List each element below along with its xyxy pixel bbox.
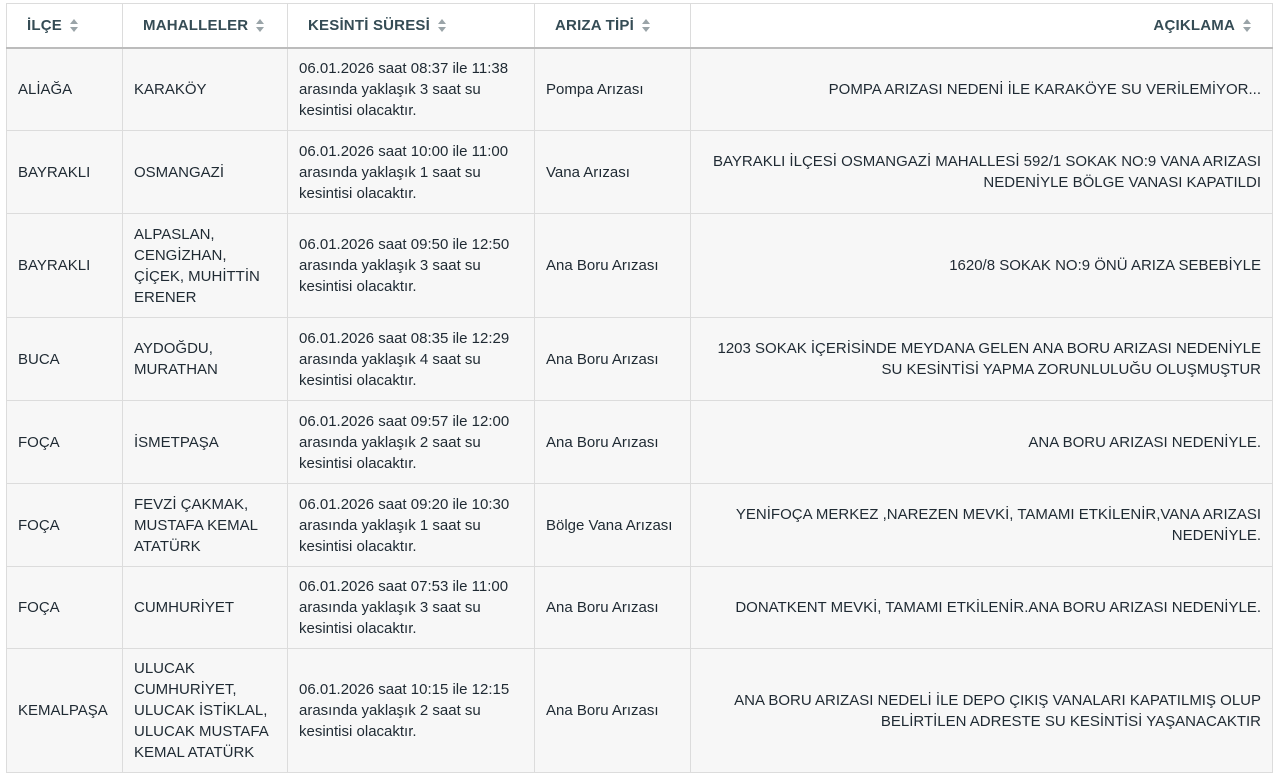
column-header-kesinti-suresi[interactable] [288, 4, 535, 48]
time-line: kesintisi olacaktır. [299, 723, 417, 740]
cell-ilce: BUCA [7, 318, 123, 401]
time-line: arasında yaklaşık 3 saat su [299, 257, 481, 274]
cell-mahalleler: ALPASLAN, CENGİZHAN, ÇİÇEK, MUHİTTİN ERENER [123, 214, 288, 318]
column-header-label: İLÇE [27, 16, 62, 34]
cell-mahalleler: OSMANGAZİ [123, 131, 288, 214]
description-line: ANA BORU ARIZASI NEDELİ İLE DEPO ÇIKIŞ VANALARI KAPATILMIŞ OLUP [734, 691, 1261, 709]
time-line: arasında yaklaşık 4 saat su [299, 350, 481, 368]
cell-mahalleler: CUMHURİYET [123, 567, 288, 649]
cell-kesinti-suresi [288, 401, 535, 484]
description-line: NEDENİYLE. [1171, 527, 1261, 544]
description-line: POMPA ARIZASI NEDENİ İLE KARAKÖYE SU VERİLEMİYOR... [828, 80, 1261, 98]
sort-icon[interactable] [70, 19, 79, 32]
time-line: kesintisi olacaktır. [299, 454, 417, 472]
cell-mahalleler: FEVZİ ÇAKMAK, MUSTAFA KEMAL ATATÜRK [123, 484, 288, 567]
cell-mahalleler: AYDOĞDU, MURATHAN [123, 318, 288, 401]
time-line: kesintisi olacaktır. [299, 101, 417, 119]
time-line: 06.01.2026 saat 08:35 ile 12:29 [299, 329, 510, 347]
column-header-ariza-tipi[interactable] [535, 4, 691, 48]
cell-kesinti-suresi [288, 131, 535, 214]
cell-ariza-tipi: Bölge Vana Arızası [535, 484, 691, 567]
cell-aciklama [691, 318, 1273, 401]
cell-ariza-tipi: Ana Boru Arızası [535, 567, 691, 649]
description-line: SU KESİNTİSİ YAPMA ZORUNLULUĞU OLUŞMUŞTUR [881, 361, 1261, 378]
cell-aciklama [691, 484, 1273, 567]
time-line: kesintisi olacaktır. [299, 371, 417, 389]
cell-aciklama [691, 214, 1273, 318]
table-row [7, 48, 1273, 131]
sort-icon[interactable] [642, 19, 651, 32]
table-row [7, 401, 1273, 484]
time-line: kesintisi olacaktır. [299, 537, 417, 555]
cell-ariza-tipi: Ana Boru Arızası [535, 318, 691, 401]
time-line: 06.01.2026 saat 08:37 ile 11:38 [299, 59, 509, 77]
description-line: 1203 SOKAK İÇERİSİNDE MEYDANA GELEN ANA BORU ARIZASI NEDENİYLE [717, 340, 1261, 357]
time-line: arasında yaklaşık 2 saat su [299, 702, 481, 719]
table-row [7, 131, 1273, 214]
description-line: BELİRTİLEN ADRESTE SU KESİNTİSİ YAŞANACAKTIR [880, 712, 1261, 730]
cell-ariza-tipi: Pompa Arızası [535, 48, 691, 131]
time-line: 06.01.2026 saat 09:20 ile 10:30 [299, 495, 510, 513]
cell-ariza-tipi: Ana Boru Arızası [535, 214, 691, 318]
table-row [7, 214, 1273, 318]
time-line: 06.01.2026 saat 09:50 ile 12:50 [299, 236, 510, 253]
cell-aciklama [691, 131, 1273, 214]
sort-icon[interactable] [438, 19, 447, 32]
description-line: NEDENİYLE BÖLGE VANASI KAPATILDI [983, 174, 1261, 191]
time-line: 06.01.2026 saat 10:15 ile 12:15 [299, 681, 510, 698]
time-line: arasında yaklaşık 3 saat su [299, 80, 481, 98]
cell-kesinti-suresi [288, 484, 535, 567]
time-line: arasında yaklaşık 1 saat su [299, 516, 481, 534]
cell-ilce: FOÇA [7, 567, 123, 649]
time-line: kesintisi olacaktır. [299, 184, 417, 202]
outage-table [6, 3, 1273, 773]
column-header-aciklama[interactable] [691, 4, 1273, 48]
cell-aciklama [691, 649, 1273, 773]
outage-table-container [6, 3, 1272, 773]
description-line: 1620/8 SOKAK NO:9 ÖNÜ ARIZA SEBEBİYLE [949, 257, 1261, 274]
cell-ilce: ALİAĞA [7, 48, 123, 131]
description-line: ANA BORU ARIZASI NEDENİYLE. [1028, 433, 1261, 451]
cell-kesinti-suresi [288, 649, 535, 773]
cell-kesinti-suresi [288, 318, 535, 401]
sort-icon[interactable] [256, 19, 265, 32]
cell-mahalleler: ULUCAK CUMHURİYET, ULUCAK İSTİKLAL, ULUCAK MUSTAFA KEMAL ATATÜRK [123, 649, 288, 773]
cell-kesinti-suresi [288, 48, 535, 131]
table-row [7, 318, 1273, 401]
time-line: 06.01.2026 saat 10:00 ile 11:00 [299, 142, 509, 160]
cell-ilce: BAYRAKLI [7, 131, 123, 214]
description-line: DONATKENT MEVKİ, TAMAMI ETKİLENİR.ANA BORU ARIZASI NEDENİYLE. [735, 599, 1261, 616]
table-header [7, 4, 1273, 48]
cell-aciklama [691, 567, 1273, 649]
cell-ilce: KEMALPAŞA [7, 649, 123, 773]
time-line: arasında yaklaşık 3 saat su [299, 599, 481, 616]
description-line: BAYRAKLI İLÇESİ OSMANGAZİ MAHALLESİ 592/1 SOKAK NO:9 VANA ARIZASI [713, 153, 1261, 170]
cell-kesinti-suresi [288, 567, 535, 649]
column-header-label: MAHALLELER [143, 16, 249, 34]
column-header-label: AÇIKLAMA [1153, 16, 1235, 34]
cell-ilce: BAYRAKLI [7, 214, 123, 318]
cell-ariza-tipi: Ana Boru Arızası [535, 649, 691, 773]
cell-ariza-tipi: Vana Arızası [535, 131, 691, 214]
description-line: YENİFOÇA MERKEZ ,NAREZEN MEVKİ, TAMAMI ETKİLENİR,VANA ARIZASI [735, 506, 1261, 523]
column-header-ilce[interactable] [7, 4, 123, 48]
cell-kesinti-suresi [288, 214, 535, 318]
column-header-label: KESİNTİ SÜRESİ [308, 16, 430, 34]
table-row [7, 649, 1273, 773]
cell-mahalleler: KARAKÖY [123, 48, 288, 131]
table-row [7, 567, 1273, 649]
time-line: 06.01.2026 saat 09:57 ile 12:00 [299, 412, 510, 430]
time-line: kesintisi olacaktır. [299, 278, 417, 295]
column-header-label: ARIZA TİPİ [555, 16, 634, 34]
cell-mahalleler: İSMETPAŞA [123, 401, 288, 484]
table-body [7, 48, 1273, 773]
cell-aciklama [691, 401, 1273, 484]
sort-icon[interactable] [1243, 19, 1252, 32]
time-line: arasında yaklaşık 1 saat su [299, 163, 481, 181]
cell-aciklama [691, 48, 1273, 131]
time-line: kesintisi olacaktır. [299, 620, 417, 637]
column-header-mahalleler[interactable] [123, 4, 288, 48]
cell-ariza-tipi: Ana Boru Arızası [535, 401, 691, 484]
cell-ilce: FOÇA [7, 484, 123, 567]
time-line: arasında yaklaşık 2 saat su [299, 433, 481, 451]
table-row [7, 484, 1273, 567]
time-line: 06.01.2026 saat 07:53 ile 11:00 [299, 578, 509, 595]
cell-ilce: FOÇA [7, 401, 123, 484]
